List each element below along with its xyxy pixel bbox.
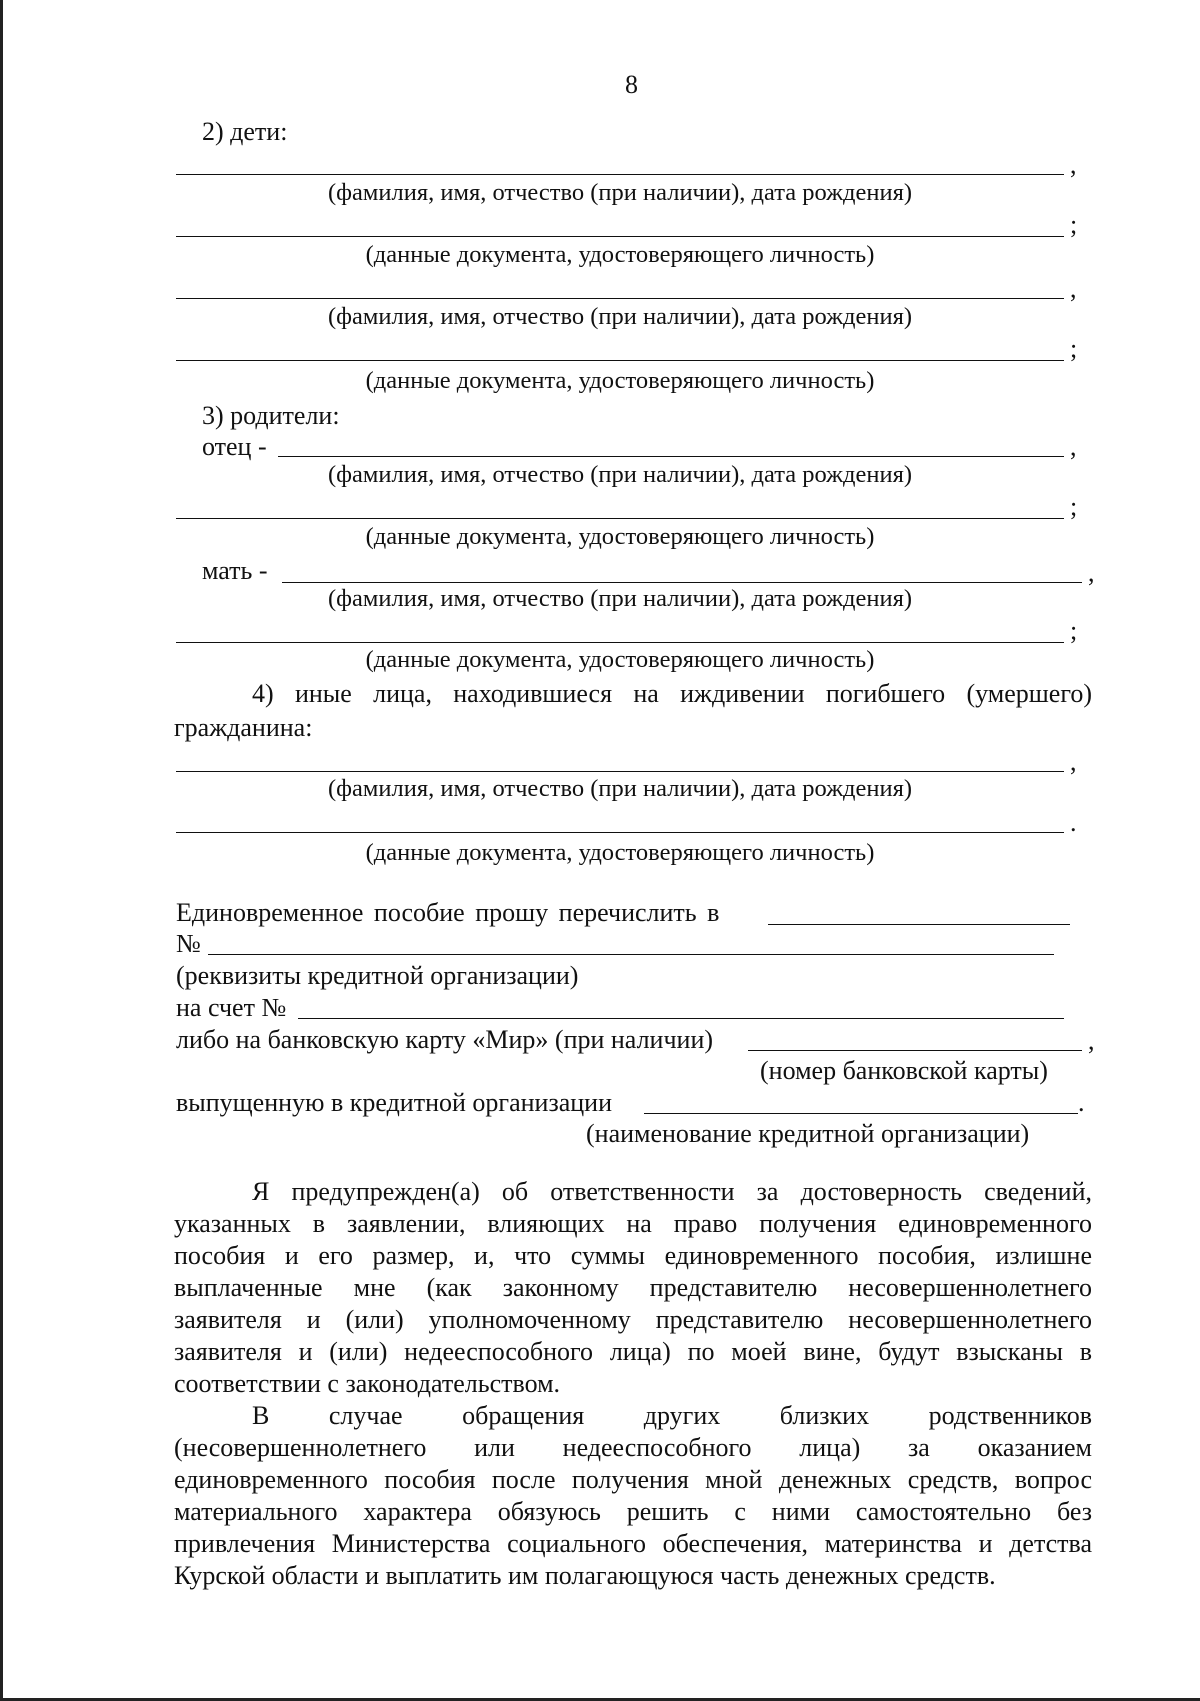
- account-label: на счет №: [176, 993, 287, 1022]
- declaration-p2-line-6: Курской области и выплатить им полагающуюся часть денежных средств.: [174, 1561, 996, 1590]
- child-1-name-line[interactable]: [176, 174, 1064, 175]
- child-2-name-line[interactable]: [176, 298, 1064, 299]
- number-label: №: [176, 929, 201, 958]
- child-1-doc-caption: (данные документа, удостоверяющего личность): [365, 241, 875, 268]
- issued-end: .: [1078, 1088, 1085, 1117]
- dependent-doc-line[interactable]: [176, 832, 1064, 833]
- issued-text: выпущенную в кредитной организации: [176, 1088, 612, 1117]
- dependents-line-2: гражданина:: [174, 713, 313, 742]
- mother-name-line[interactable]: [282, 582, 1082, 583]
- child-2-doc-line[interactable]: [176, 360, 1064, 361]
- declaration-p1-line-7: соответствии с законодательством.: [174, 1369, 561, 1398]
- dependent-name-end: ,: [1070, 747, 1077, 776]
- declaration-p1-line-2: указанных в заявлении, влияющих на право получения единовременного: [174, 1209, 1092, 1238]
- declaration-p2-line-4: материального характера обязуюсь решить с ними самостоятельно без: [174, 1497, 1092, 1526]
- declaration-p1-line-3: пособия и его размер, и, что суммы единовременного пособия, излишне: [174, 1241, 1092, 1270]
- mother-label: мать -: [202, 556, 268, 585]
- declaration-p1-line-4: выплаченные мне (как законному представителю несовершеннолетнего: [174, 1273, 1092, 1302]
- bank-details-caption: (реквизиты кредитной организации): [176, 961, 579, 990]
- issuing-bank-line[interactable]: [644, 1113, 1078, 1114]
- mother-doc-caption: (данные документа, удостоверяющего личность): [365, 646, 875, 673]
- father-name-caption: (фамилия, имя, отчество (при наличии), дата рождения): [327, 461, 913, 488]
- child-2-name-end: ,: [1070, 274, 1077, 303]
- issued-caption: (наименование кредитной организации): [586, 1119, 1030, 1148]
- father-doc-line[interactable]: [176, 518, 1064, 519]
- dependents-line-1: 4) иные лица, находившиеся на иждивении погибшего (умершего): [252, 679, 1092, 708]
- dependent-name-line[interactable]: [176, 771, 1064, 772]
- declaration-p1-line-5: заявителя и (или) уполномоченному представителю несовершеннолетнего: [174, 1305, 1092, 1334]
- declaration-p2-line-5: привлечения Министерства социального обеспечения, материнства и детства: [174, 1529, 1092, 1558]
- father-doc-caption: (данные документа, удостоверяющего личность): [365, 523, 875, 550]
- child-1-doc-line[interactable]: [176, 236, 1064, 237]
- declaration-p1-line-1: Я предупрежден(а) об ответственности за достоверность сведений,: [252, 1177, 1092, 1206]
- mother-doc-line[interactable]: [176, 642, 1064, 643]
- page-number: 8: [625, 70, 638, 99]
- declaration-p2-line-1: В случае обращения других близких родственников: [252, 1401, 1092, 1430]
- account-number-line[interactable]: [298, 1018, 1064, 1019]
- card-text: либо на банковскую карту «Мир» (при наличии): [176, 1025, 714, 1054]
- child-1-name-caption: (фамилия, имя, отчество (при наличии), дата рождения): [327, 179, 913, 206]
- declaration-p2-line-2: (несовершеннолетнего или недееспособного лица) за оказанием: [174, 1433, 1092, 1462]
- child-2-doc-caption: (данные документа, удостоверяющего личность): [365, 367, 875, 394]
- declaration-p1-line-6: заявителя и (или) недееспособного лица) по моей вине, будут взысканы в: [174, 1337, 1092, 1366]
- mother-doc-end: ;: [1070, 616, 1078, 645]
- declaration-p2-line-3: единовременного пособия после получения мной денежных средств, вопрос: [174, 1465, 1092, 1494]
- bank-name-line[interactable]: [768, 924, 1070, 925]
- father-doc-end: ;: [1070, 492, 1078, 521]
- parents-heading: 3) родители:: [202, 401, 340, 430]
- father-label: отец -: [202, 432, 267, 461]
- mother-name-end: ,: [1088, 558, 1095, 587]
- card-end: ,: [1088, 1026, 1095, 1055]
- father-name-end: ,: [1070, 432, 1077, 461]
- child-1-doc-end: ;: [1070, 210, 1078, 239]
- card-number-line[interactable]: [748, 1050, 1082, 1051]
- dependent-doc-end: .: [1070, 808, 1077, 837]
- child-2-doc-end: ;: [1070, 334, 1078, 363]
- dependent-doc-caption: (данные документа, удостоверяющего личность): [365, 839, 875, 866]
- transfer-text: Единовременное пособие прошу перечислить в: [176, 898, 720, 927]
- dependent-name-caption: (фамилия, имя, отчество (при наличии), дата рождения): [327, 775, 913, 802]
- father-name-line[interactable]: [278, 456, 1064, 457]
- child-2-name-caption: (фамилия, имя, отчество (при наличии), дата рождения): [327, 303, 913, 330]
- child-1-name-end: ,: [1070, 150, 1077, 179]
- mother-name-caption: (фамилия, имя, отчество (при наличии), дата рождения): [327, 585, 913, 612]
- children-heading: 2) дети:: [202, 117, 288, 146]
- card-caption: (номер банковской карты): [760, 1056, 1048, 1085]
- bank-number-line[interactable]: [208, 954, 1054, 955]
